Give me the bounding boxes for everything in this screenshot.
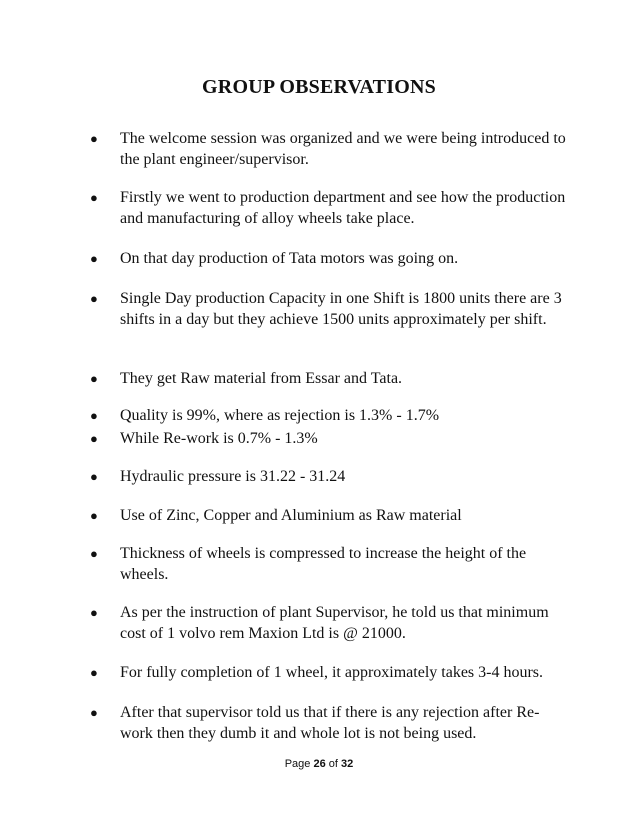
observation-text: While Re-work is 0.7% - 1.3% [120,430,318,447]
observation-text: After that supervisor told us that if there is any rejection after Re-work then they dumb it and whole lot is not being used. [120,704,540,742]
bullet-icon: ● [90,408,98,423]
observation-text: As per the instruction of plant Supervisor, he told us that minimum cost of 1 volvo rem Maxion Ltd is @ 21000. [120,604,549,642]
observation-text: Use of Zinc, Copper and Aluminium as Raw material [120,507,462,524]
observation-item [90,702,572,744]
bullet-icon: ● [90,705,98,720]
observation-item [90,662,572,683]
observation-item [90,602,572,644]
observation-item [90,187,572,229]
observation-text: For fully completion of 1 wheel, it approximately takes 3-4 hours. [120,664,544,681]
bullet-icon: ● [90,190,98,205]
observation-item [90,428,572,449]
bullet-icon: ● [90,291,98,306]
observation-item [90,405,572,426]
observation-item [90,543,572,585]
observation-item [90,128,572,170]
total-pages-number: 32 [341,758,354,770]
of-word: of [328,758,338,770]
observation-text: Firstly we went to production department and see how the production and manufacturing of alloy wheels take place. [120,189,566,227]
observation-item [90,505,572,526]
bullet-icon: ● [90,431,98,446]
bullet-icon: ● [90,131,98,146]
current-page-number: 26 [313,758,326,770]
page-title: GROUP OBSERVATIONS [202,76,436,98]
observation-item [90,466,572,487]
observation-item [90,288,572,330]
page-word: Page [284,758,311,770]
observation-text: Hydraulic pressure is 31.22 - 31.24 [120,468,346,485]
observation-text: Quality is 99%, where as rejection is 1.3% - 1.7% [120,407,440,424]
observation-text: The welcome session was organized and we were being introduced to the plant engineer/supervisor. [120,130,566,168]
bullet-icon: ● [90,605,98,620]
bullet-icon: ● [90,371,98,386]
observation-item [90,368,572,389]
bullet-icon: ● [90,546,98,561]
observation-text: Thickness of wheels is compressed to increase the height of the wheels. [120,545,527,583]
observation-text: Single Day production Capacity in one Shift is 1800 units there are 3 shifts in a day but they achieve 1500 units approximately per shift. [120,290,562,328]
page-footer [0,758,638,770]
bullet-icon: ● [90,251,98,266]
bullet-icon: ● [90,469,98,484]
bullet-icon: ● [90,508,98,523]
bullet-icon: ● [90,665,98,680]
observation-text: On that day production of Tata motors was going on. [120,250,459,267]
observation-text: They get Raw material from Essar and Tata. [120,370,403,387]
observation-item [90,248,572,269]
